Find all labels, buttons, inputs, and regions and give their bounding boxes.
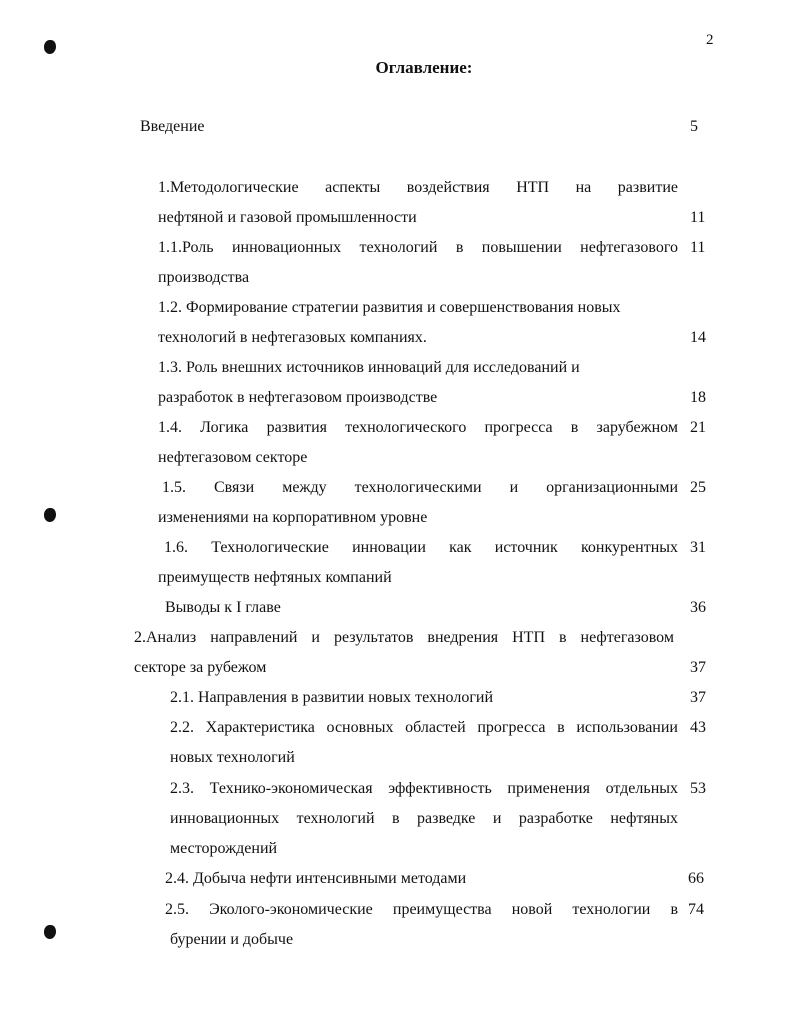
toc-page-2-3: 53 (690, 780, 706, 797)
toc-entry-1-line-2[interactable]: нефтяной и газовой промышленности (158, 209, 417, 226)
toc-entry-2-4[interactable]: 2.4. Добыча нефти интенсивными методами (165, 870, 467, 887)
toc-entry-2-1[interactable]: 2.1. Направления в развитии новых технологий (170, 689, 494, 706)
toc-entry-2-5-line-1[interactable]: 2.5. Эколого-экономические преимущества новой технологии в (165, 901, 678, 918)
toc-page-1: 11 (690, 209, 706, 226)
toc-entry-2-2-line-1[interactable]: 2.2. Характеристика основных областей прогресса в использовании (170, 719, 678, 736)
toc-entry-2-2-line-2[interactable]: новых технологий (170, 749, 295, 766)
toc-entry-1-6-line-1[interactable]: 1.6. Технологические инновации как источник конкурентных (164, 539, 678, 556)
toc-entry-1-1-line-1[interactable]: 1.1.Роль инновационных технологий в повышении нефтегазового (158, 239, 678, 256)
toc-entry-2-line-2[interactable]: секторе за рубежом (134, 659, 267, 676)
toc-entry-1-4-line-2[interactable]: нефтегазовом секторе (158, 449, 308, 466)
toc-entry-conclusions-1[interactable]: Выводы к I главе (165, 599, 281, 616)
toc-entry-1-3-line-1[interactable]: 1.3. Роль внешних источников инноваций для исследований и (158, 359, 580, 376)
scan-blob-bottom (44, 925, 56, 939)
toc-page-intro: 5 (690, 118, 698, 135)
toc-page-2: 37 (690, 659, 706, 676)
toc-page-1-2: 14 (690, 329, 706, 346)
toc-page-1-5: 25 (690, 479, 706, 496)
toc-entry-1-2-line-2[interactable]: технологий в нефтегазовых компаниях. (158, 329, 427, 346)
toc-entry-1-5-line-1[interactable]: 1.5. Связи между технологическими и организационными (162, 479, 678, 496)
toc-entry-2-line-1[interactable]: 2.Анализ направлений и результатов внедрения НТП в нефтегазовом (134, 629, 674, 646)
scan-blob-middle (44, 508, 56, 522)
toc-entry-2-3-line-3[interactable]: месторождений (170, 840, 278, 857)
toc-page-1-1: 11 (690, 239, 706, 256)
toc-page-2-1: 37 (690, 689, 706, 706)
toc-entry-1-3-line-2[interactable]: разработок в нефтегазовом производстве (158, 389, 438, 406)
page-title: Оглавление: (375, 58, 473, 77)
toc-entry-intro[interactable]: Введение (140, 118, 205, 135)
toc-page-1-3: 18 (690, 389, 706, 406)
toc-entry-2-5-line-2[interactable]: бурении и добыче (170, 931, 294, 948)
toc-page-2-2: 43 (690, 719, 706, 736)
toc-entry-2-3-line-1[interactable]: 2.3. Технико-экономическая эффективность применения отдельных (170, 780, 678, 797)
toc-page-2-4: 66 (688, 870, 704, 887)
toc-page-1-4: 21 (690, 419, 706, 436)
toc-entry-2-3-line-2[interactable]: инновационных технологий в разведке и разработке нефтяных (170, 810, 678, 827)
page-number: 2 (706, 32, 714, 48)
toc-page-1-6: 31 (690, 539, 706, 556)
toc-page-2-5: 74 (688, 901, 704, 918)
toc-entry-1-4-line-1[interactable]: 1.4. Логика развития технологического прогресса в зарубежном (158, 419, 678, 436)
toc-entry-1-line-1[interactable]: 1.Методологические аспекты воздействия НТП на развитие (158, 179, 678, 196)
toc-entry-1-5-line-2[interactable]: изменениями на корпоративном уровне (158, 509, 428, 526)
toc-entry-1-6-line-2[interactable]: преимуществ нефтяных компаний (158, 569, 392, 586)
scan-blob-top (44, 40, 56, 54)
toc-entry-1-2-line-1[interactable]: 1.2. Формирование стратегии развития и совершенствования новых (158, 299, 621, 316)
toc-entry-1-1-line-2[interactable]: производства (158, 269, 250, 286)
toc-page-conclusions-1: 36 (690, 599, 706, 616)
